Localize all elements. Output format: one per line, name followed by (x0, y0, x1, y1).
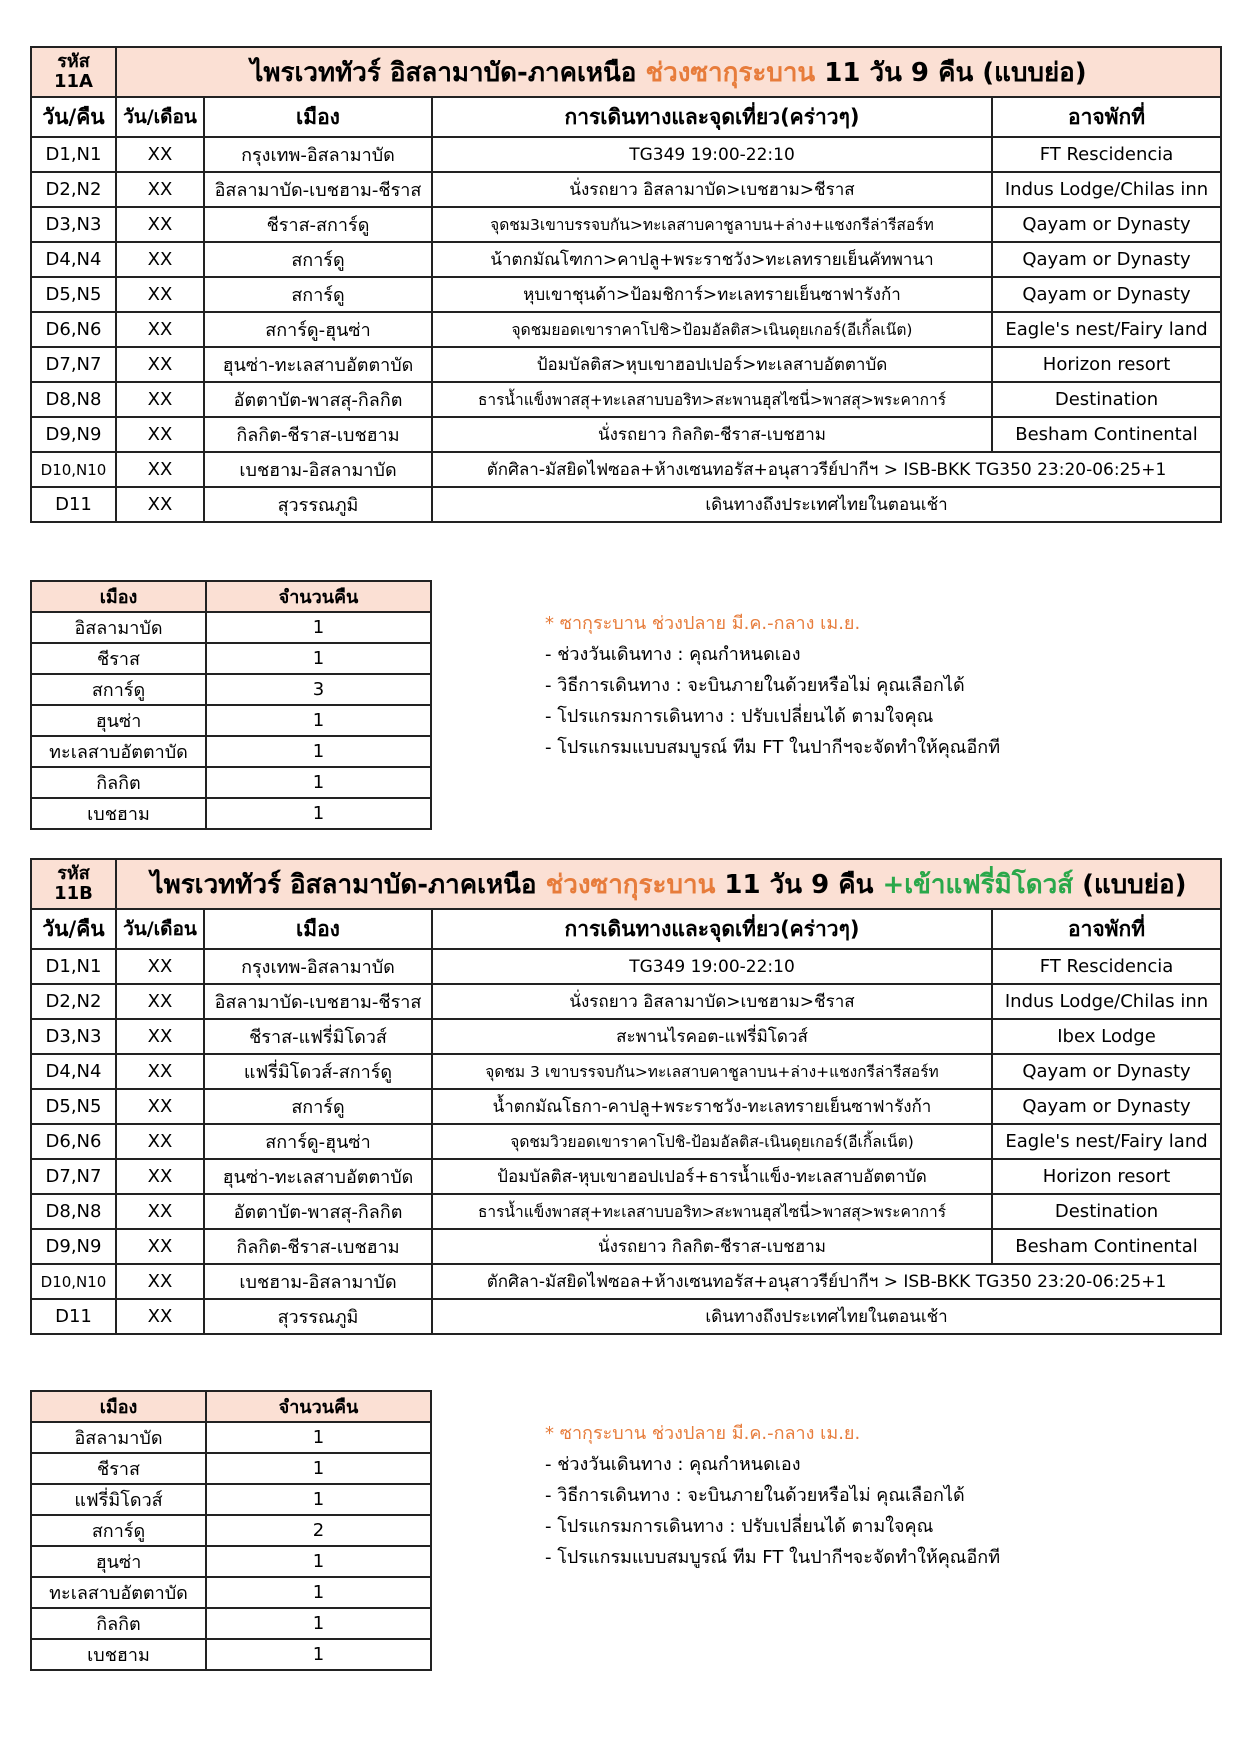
hotel-cell: Destination (992, 382, 1221, 417)
note-line: - โปรแกรมการเดินทาง : ปรับเปลี่ยนได้ ตามใจคุณ (545, 1516, 934, 1537)
nights-header-count: จำนวนคืน (206, 581, 431, 612)
nights-count: 1 (206, 705, 431, 736)
day-night-cell: D2,N2 (31, 172, 116, 207)
nights-row (31, 705, 431, 736)
column-header: การเดินทางและจุดเที่ยว(คร่าวๆ) (432, 909, 992, 949)
hotel-cell: Destination (992, 1194, 1221, 1229)
nights-summary (30, 580, 430, 830)
nights-table (30, 580, 432, 830)
hotel-cell: Qayam or Dynasty (992, 242, 1221, 277)
hotel-cell: Horizon resort (992, 347, 1221, 382)
route-cell: ป้อมบัลติส-หุบเขาฮอปเปอร์+ธารน้ำแข็ง-ทะเลสาบอัตตาบัด (432, 1159, 992, 1194)
itinerary-row (31, 1089, 1221, 1124)
date-cell: XX (116, 1089, 204, 1124)
nights-city: อิสลามาบัด (31, 1422, 206, 1453)
day-night-cell: D8,N8 (31, 1194, 116, 1229)
city-cell: กิลกิต-ชีราส-เบชฮาม (204, 1229, 432, 1264)
city-cell: อิสลามาบัด-เบชฮาม-ชีราส (204, 984, 432, 1019)
day-night-cell: D9,N9 (31, 417, 116, 452)
day-night-cell: D9,N9 (31, 1229, 116, 1264)
city-cell: ฮุนซ่า-ทะเลสาบอัตตาบัด (204, 1159, 432, 1194)
nights-count: 1 (206, 1577, 431, 1608)
route-cell: นั่งรถยาว อิสลามาบัด>เบชฮาม>ชีราส (432, 984, 992, 1019)
nights-count: 1 (206, 1422, 431, 1453)
nights-row (31, 1422, 431, 1453)
title-duration: 11 วัน 9 คืน (824, 57, 974, 88)
column-header: อาจพักที่ (992, 97, 1221, 137)
itinerary-row (31, 207, 1221, 242)
column-header: วัน/คืน (31, 97, 116, 137)
day-night-cell: D3,N3 (31, 207, 116, 242)
itinerary-row (31, 452, 1221, 487)
date-cell: XX (116, 949, 204, 984)
date-cell: XX (116, 417, 204, 452)
route-cell: ป้อมบัลติส>หุบเขาฮอปเปอร์>ทะเลสาบอัตตาบัด (432, 347, 992, 382)
city-cell: สการ์ดู (204, 1089, 432, 1124)
note-line: - ช่วงวันเดินทาง : คุณกำหนดเอง (545, 1454, 801, 1475)
itinerary-row (31, 1124, 1221, 1159)
itinerary-row (31, 1159, 1221, 1194)
title-duration: 11 วัน 9 คืน (724, 869, 874, 900)
nights-summary (30, 1390, 430, 1671)
route-cell: จุดชมยอดเขาราคาโปชิ>ป้อมอัลติส>เนินดุยเกอร์(อีเกิ้ลเน๊ต) (432, 312, 992, 347)
nights-header-city: เมือง (31, 581, 206, 612)
title-prefix: ไพรเวททัวร์ อิสลามาบัด-ภาคเหนือ (150, 869, 537, 900)
itinerary-row (31, 1019, 1221, 1054)
nights-count: 1 (206, 1639, 431, 1670)
day-night-cell: D2,N2 (31, 984, 116, 1019)
hotel-cell: Besham Continental (992, 1229, 1221, 1264)
city-cell: กรุงเทพ-อิสลามาบัด (204, 137, 432, 172)
nights-count: 3 (206, 674, 431, 705)
note-line: * ซากุระบาน ช่วงปลาย มี.ค.-กลาง เม.ย. (545, 613, 861, 634)
itinerary-row (31, 382, 1221, 417)
note-line: - โปรแกรมแบบสมบูรณ์ ทีม FT ในปากีฯจะจัดทำให้คุณอีกที (545, 1547, 1001, 1568)
date-cell: XX (116, 1194, 204, 1229)
city-cell: กิลกิต-ชีราส-เบชฮาม (204, 417, 432, 452)
itinerary-row (31, 242, 1221, 277)
note-line: - วิธีการเดินทาง : จะบินภายในด้วยหรือไม่ คุณเลือกได้ (545, 1485, 965, 1506)
nights-city: ฮุนซ่า (31, 705, 206, 736)
column-header: วัน/เดือน (116, 97, 204, 137)
program-code-cell (31, 859, 116, 909)
itinerary-row (31, 417, 1221, 452)
city-cell: สการ์ดู (204, 277, 432, 312)
hotel-cell: Eagle's nest/Fairy land (992, 312, 1221, 347)
nights-count: 1 (206, 643, 431, 674)
itinerary-row (31, 1264, 1221, 1299)
program-code: 11A (54, 71, 93, 92)
date-cell: XX (116, 452, 204, 487)
city-cell: เบชฮาม-อิสลามาบัด (204, 1264, 432, 1299)
date-cell: XX (116, 382, 204, 417)
program-code: 11B (54, 883, 93, 904)
day-night-cell: D7,N7 (31, 1159, 116, 1194)
nights-table (30, 1390, 432, 1671)
route-cell: TG349 19:00-22:10 (432, 137, 992, 172)
itinerary-row (31, 172, 1221, 207)
date-cell: XX (116, 984, 204, 1019)
city-cell: สุวรรณภูมิ (204, 487, 432, 522)
route-cell: ธารน้ำแข็งพาสสุ+ทะเลสาบบอริท>สะพานฮุสไซนี่>พาสสุ>พระคาการ์ (432, 382, 992, 417)
nights-row (31, 674, 431, 705)
date-cell: XX (116, 1124, 204, 1159)
nights-row (31, 1484, 431, 1515)
title-row (31, 859, 1221, 909)
itinerary-table (30, 858, 1222, 1335)
city-cell: ฮุนซ่า-ทะเลสาบอัตตาบัด (204, 347, 432, 382)
nights-row (31, 1608, 431, 1639)
nights-count: 1 (206, 1546, 431, 1577)
date-cell: XX (116, 137, 204, 172)
itinerary-table (30, 46, 1222, 523)
itinerary-row (31, 1299, 1221, 1334)
nights-city: สการ์ดู (31, 1515, 206, 1546)
day-night-cell: D10,N10 (31, 452, 116, 487)
nights-city: ทะเลสาบอัตตาบัด (31, 1577, 206, 1608)
hotel-cell: FT Rescidencia (992, 137, 1221, 172)
day-night-cell: D6,N6 (31, 1124, 116, 1159)
city-cell: อัตตาบัต-พาสสุ-กิลกิต (204, 1194, 432, 1229)
route-cell: น้ำตกมัณโธกา-คาปลู+พระราชวัง-ทะเลทรายเย็นซาฟารังก้า (432, 1089, 992, 1124)
program-title (116, 47, 1221, 97)
route-cell: หุบเขาชุนด้า>ป้อมชิการ์>ทะเลทรายเย็นซาฟารังก้า (432, 277, 992, 312)
hotel-cell: Qayam or Dynasty (992, 207, 1221, 242)
day-night-cell: D5,N5 (31, 1089, 116, 1124)
nights-row (31, 1639, 431, 1670)
note-line: - โปรแกรมการเดินทาง : ปรับเปลี่ยนได้ ตามใจคุณ (545, 706, 934, 727)
date-cell: XX (116, 1159, 204, 1194)
date-cell: XX (116, 172, 204, 207)
city-cell: เบชฮาม-อิสลามาบัด (204, 452, 432, 487)
column-header: วัน/คืน (31, 909, 116, 949)
code-label: รหัส (57, 51, 90, 72)
date-cell: XX (116, 1229, 204, 1264)
nights-count: 2 (206, 1515, 431, 1546)
route-cell: จุดชม3เขาบรรจบกัน>ทะเลสาบคาชูลาบน+ล่าง+แชงกรีล่ารีสอร์ท (432, 207, 992, 242)
itinerary-row (31, 949, 1221, 984)
route-cell: TG349 19:00-22:10 (432, 949, 992, 984)
nights-row (31, 1515, 431, 1546)
day-night-cell: D5,N5 (31, 277, 116, 312)
note-line: * ซากุระบาน ช่วงปลาย มี.ค.-กลาง เม.ย. (545, 1423, 861, 1444)
nights-count: 1 (206, 1453, 431, 1484)
city-cell: แฟรี่มิโดวส์-สการ์ดู (204, 1054, 432, 1089)
hotel-cell: Horizon resort (992, 1159, 1221, 1194)
nights-count: 1 (206, 612, 431, 643)
date-cell: XX (116, 207, 204, 242)
nights-count: 1 (206, 798, 431, 829)
title-row (31, 47, 1221, 97)
nights-city: กิลกิต (31, 767, 206, 798)
nights-row (31, 1453, 431, 1484)
hotel-cell: Qayam or Dynasty (992, 1089, 1221, 1124)
nights-header-row (31, 1391, 431, 1422)
note-line: - โปรแกรมแบบสมบูรณ์ ทีม FT ในปากีฯจะจัดทำให้คุณอีกที (545, 737, 1001, 758)
nights-city: สการ์ดู (31, 674, 206, 705)
nights-row (31, 643, 431, 674)
nights-city: ทะเลสาบอัตตาบัด (31, 736, 206, 767)
program-11A-itinerary (30, 46, 1220, 523)
hotel-cell: Eagle's nest/Fairy land (992, 1124, 1221, 1159)
city-cell: สุวรรณภูมิ (204, 1299, 432, 1334)
title-prefix: ไพรเวททัวร์ อิสลามาบัด-ภาคเหนือ (250, 57, 637, 88)
date-cell: XX (116, 487, 204, 522)
hotel-cell: Besham Continental (992, 417, 1221, 452)
route-cell: ตักศิลา-มัสยิดไฟซอล+ห้างเซนทอรัส+อนุสาวรีย์ปากีฯ > ISB-BKK TG350 23:20-06:25+1 (432, 452, 1221, 487)
nights-city: เบชฮาม (31, 1639, 206, 1670)
hotel-cell: Qayam or Dynasty (992, 1054, 1221, 1089)
itinerary-row (31, 137, 1221, 172)
route-cell: เดินทางถึงประเทศไทยในตอนเช้า (432, 487, 1221, 522)
nights-header-row (31, 581, 431, 612)
nights-count: 1 (206, 1484, 431, 1515)
nights-row (31, 1546, 431, 1577)
title-extra: +เข้าแฟรี่มิโดวส์ (882, 869, 1074, 900)
day-night-cell: D10,N10 (31, 1264, 116, 1299)
city-cell: อัตตาบัต-พาสสุ-กิลกิต (204, 382, 432, 417)
column-header: อาจพักที่ (992, 909, 1221, 949)
note-line: - ช่วงวันเดินทาง : คุณกำหนดเอง (545, 644, 801, 665)
title-season: ช่วงซากุระบาน (645, 57, 816, 88)
nights-header-count: จำนวนคืน (206, 1391, 431, 1422)
city-cell: ชีราส-สการ์ดู (204, 207, 432, 242)
date-cell: XX (116, 347, 204, 382)
city-cell: อิสลามาบัด-เบชฮาม-ชีราส (204, 172, 432, 207)
nights-row (31, 1577, 431, 1608)
nights-city: ชีราส (31, 1453, 206, 1484)
itinerary-row (31, 1229, 1221, 1264)
hotel-cell: Indus Lodge/Chilas inn (992, 984, 1221, 1019)
nights-city: กิลกิต (31, 1608, 206, 1639)
day-night-cell: D4,N4 (31, 1054, 116, 1089)
nights-count: 1 (206, 767, 431, 798)
nights-city: ชีราส (31, 643, 206, 674)
itinerary-row (31, 347, 1221, 382)
city-cell: สการ์ดู-ฮุนซ่า (204, 1124, 432, 1159)
itinerary-row (31, 312, 1221, 347)
route-cell: จุดชม 3 เขาบรรจบกัน>ทะเลสาบคาชูลาบน+ล่าง+แชงกรีล่ารีสอร์ท (432, 1054, 992, 1089)
route-cell: นั่งรถยาว กิลกิต-ชีราส-เบชฮาม (432, 417, 992, 452)
program-title (116, 859, 1221, 909)
column-header: การเดินทางและจุดเที่ยว(คร่าวๆ) (432, 97, 992, 137)
column-header: เมือง (204, 909, 432, 949)
day-night-cell: D11 (31, 487, 116, 522)
nights-row (31, 767, 431, 798)
city-cell: สการ์ดู-ฮุนซ่า (204, 312, 432, 347)
program-notes (545, 608, 1000, 763)
day-night-cell: D3,N3 (31, 1019, 116, 1054)
day-night-cell: D6,N6 (31, 312, 116, 347)
nights-row (31, 736, 431, 767)
column-header: เมือง (204, 97, 432, 137)
nights-row (31, 612, 431, 643)
nights-city: แฟรี่มิโดวส์ (31, 1484, 206, 1515)
date-cell: XX (116, 1019, 204, 1054)
itinerary-row (31, 277, 1221, 312)
route-cell: สะพานไรคอต-แฟรี่มิโดวส์ (432, 1019, 992, 1054)
city-cell: สการ์ดู (204, 242, 432, 277)
itinerary-row (31, 487, 1221, 522)
date-cell: XX (116, 242, 204, 277)
program-code-cell (31, 47, 116, 97)
date-cell: XX (116, 1264, 204, 1299)
hotel-cell: FT Rescidencia (992, 949, 1221, 984)
nights-count: 1 (206, 736, 431, 767)
day-night-cell: D4,N4 (31, 242, 116, 277)
date-cell: XX (116, 277, 204, 312)
route-cell: น้าตกมัณโฑกา>คาปลู+พระราชวัง>ทะเลทรายเย็นคัทพานา (432, 242, 992, 277)
title-suffix: (แบบย่อ) (1082, 869, 1187, 900)
itinerary-row (31, 1054, 1221, 1089)
hotel-cell: Qayam or Dynasty (992, 277, 1221, 312)
day-night-cell: D7,N7 (31, 347, 116, 382)
header-row (31, 909, 1221, 949)
code-label: รหัส (57, 863, 90, 884)
date-cell: XX (116, 1299, 204, 1334)
route-cell: จุดชมวิวยอดเขาราคาโปชิ-ป้อมอัลติส-เนินดุยเกอร์(อีเกิ้ลเน็ต) (432, 1124, 992, 1159)
program-notes (545, 1418, 1000, 1573)
day-night-cell: D1,N1 (31, 137, 116, 172)
itinerary-row (31, 1194, 1221, 1229)
city-cell: ชีราส-แฟรี่มิโดวส์ (204, 1019, 432, 1054)
day-night-cell: D8,N8 (31, 382, 116, 417)
route-cell: นั่งรถยาว กิลกิต-ชีราส-เบชฮาม (432, 1229, 992, 1264)
date-cell: XX (116, 312, 204, 347)
route-cell: นั่งรถยาว อิสลามาบัด>เบชฮาม>ชีราส (432, 172, 992, 207)
header-row (31, 97, 1221, 137)
route-cell: ตักศิลา-มัสยิดไฟซอล+ห้างเซนทอรัส+อนุสาวรีย์ปากีฯ > ISB-BKK TG350 23:20-06:25+1 (432, 1264, 1221, 1299)
program-11B-itinerary (30, 858, 1220, 1335)
nights-city: อิสลามาบัด (31, 612, 206, 643)
nights-city: ฮุนซ่า (31, 1546, 206, 1577)
date-cell: XX (116, 1054, 204, 1089)
nights-city: เบชฮาม (31, 798, 206, 829)
route-cell: ธารน้ำแข็งพาสสุ+ทะเลสาบบอริท>สะพานฮุสไซนี่>พาสสุ>พระคาการ์ (432, 1194, 992, 1229)
column-header: วัน/เดือน (116, 909, 204, 949)
day-night-cell: D1,N1 (31, 949, 116, 984)
itinerary-row (31, 984, 1221, 1019)
title-season: ช่วงซากุระบาน (545, 869, 716, 900)
route-cell: เดินทางถึงประเทศไทยในตอนเช้า (432, 1299, 1221, 1334)
nights-header-city: เมือง (31, 1391, 206, 1422)
day-night-cell: D11 (31, 1299, 116, 1334)
note-line: - วิธีการเดินทาง : จะบินภายในด้วยหรือไม่ คุณเลือกได้ (545, 675, 965, 696)
nights-row (31, 798, 431, 829)
nights-count: 1 (206, 1608, 431, 1639)
city-cell: กรุงเทพ-อิสลามาบัด (204, 949, 432, 984)
hotel-cell: Indus Lodge/Chilas inn (992, 172, 1221, 207)
title-suffix: (แบบย่อ) (982, 57, 1087, 88)
hotel-cell: Ibex Lodge (992, 1019, 1221, 1054)
